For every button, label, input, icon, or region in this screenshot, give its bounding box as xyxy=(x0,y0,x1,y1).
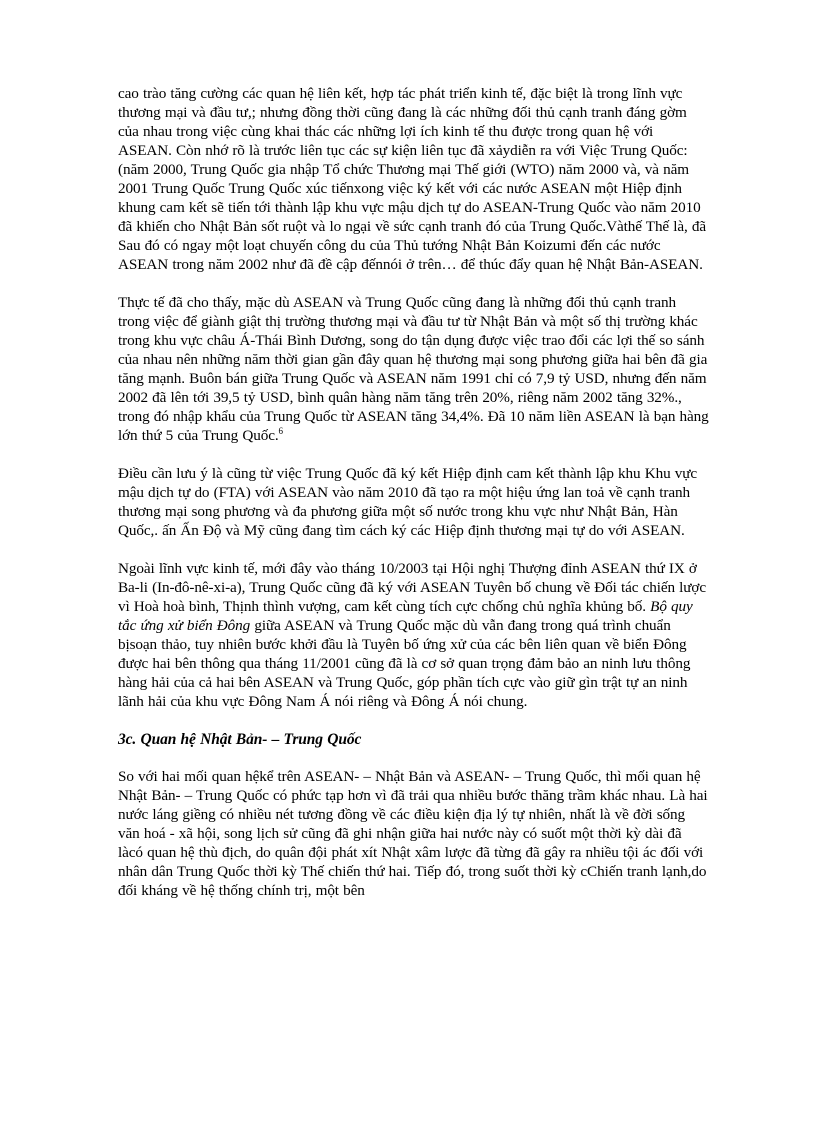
paragraph-4-text: Ngoài lĩnh vực kinh tế, mới đây vào tháng 10/2003 tại Hội nghị Thượng đỉnh ASEAN thứ IX ở Ba-li (In-đô-nê-xi-a), Trung Quốc cũng đã ký với ASEAN Tuyên bố chung về Đối tác chiến lược vì Hoà hoà bình, Thịnh thình vượng, cam kết cùng tích cực chống chủ nghĩa khủng bố. xyxy=(118,560,706,615)
paragraph-3-text: Điều cần lưu ý là cũng từ việc Trung Quốc đã ký kết Hiệp định cam kết thành lập khu Khu vực mậu dịch tự do (FTA) với ASEAN vào năm 2010 đã tạo ra một hiệu ứng lan toả về cạnh tranh thương mại song phương và đa phương giữa một số nước trong khu vực như Nhật Bản, Hàn Quốc,. ấn Ấn Độ và Mỹ cũng đang tìm cách ký các Hiệp định thương mại tự do với ASEAN. xyxy=(118,465,698,539)
paragraph-1 xyxy=(118,84,710,274)
paragraph-2 xyxy=(118,293,710,445)
paragraph-1-text: cao trào tăng cường các quan hệ liên kết, hợp tác phát triển kinh tế, đặc biệt là trong lĩnh vực thương mại và đầu tư,; nhưng đồng thời cũng đang là các những đối thủ cạnh tranh đáng gờm của nhau trong việc cùng khai thác các những lợi ích kinh tế thu được trong quan hệ với ASEAN. Còn nhớ rõ là trước liên tục các sự kiện liên tục đã xảydiễn ra với Việc Trung Quốc: (năm 2000, Trung Quốc gia nhập Tổ chức Thương mại Thế giới (WTO) năm 2000 và, và năm 2001 Trung Quốc Trung Quốc xúc tiếnxong việc ký kết với các nước ASEAN một Hiệp định khung cam kết sẽ tiến tới thành lập khu vực mậu dịch tự do ASEAN-Trung Quốc vào năm 2010 đã khiến cho Nhật Bản sốt ruột và lo ngại về sức cạnh tranh đó của Trung Quốc.Vàthế Thế là, đã Sau đó có ngay một loạt chuyến công du của Thủ tướng Nhật Bản Koizumi đến các nước ASEAN trong năm 2002 như đã đề cập đếnnói ở trên… để thúc đẩy quan hệ Nhật Bản-ASEAN. xyxy=(118,85,707,273)
paragraph-5 xyxy=(118,767,710,900)
section-heading: 3c. Quan hệ Nhật Bản- – Trung Quốc xyxy=(118,731,362,748)
paragraph-4-continuation: giữa ASEAN và Trung Quốc mặc dù vẫn đang trong quá trình chuẩn bịsoạn thảo, tuy nhiên bước khởi đầu là Tuyên bố ứng xử của các bên liên quan về biển Đông được hai bên thông qua tháng 11/2001 cũng đã là cơ sở quan trọng đảm bảo an ninh lưu thông hàng hải của cả hai bên ASEAN và Trung Quốc, góp phần tích cực vào giữ gìn trật tự an ninh lãnh hải của khu vực Đông Nam Á nói riêng và Đông Á nói chung. xyxy=(118,617,691,710)
paragraph-4 xyxy=(118,559,710,711)
paragraph-2-text: Thực tế đã cho thấy, mặc dù ASEAN và Trung Quốc cũng đang là những đối thủ cạnh tranh trong việc để giành giật thị trường thương mại và đầu tư từ Nhật Bản và một số thị trường khác trong khu vực châu Á-Thái Bình Dương, song do tận dụng được việc trao đổi các lợi thế so sánh của nhau nên những năm thời gian gần đây quan hệ thương mại song phương giữa hai bên đã gia tăng mạnh. Buôn bán giữa Trung Quốc và ASEAN năm 1991 chỉ có 7,9 tỷ USD, nhưng đến năm 2002 đã lên tới 39,5 tỷ USD, bình quân hàng năm tăng trên 20%, riêng năm 2002 tăng 32%., trong đó nhập khẩu của Trung Quốc từ ASEAN tăng 34,4%. Đã 10 năm liền ASEAN là bạn hàng lớn thứ 5 của Trung Quốc. xyxy=(118,294,709,444)
paragraph-3 xyxy=(118,464,710,540)
footnote-reference[interactable]: 6 xyxy=(278,425,283,436)
document-body xyxy=(118,84,710,919)
italic-phrase: Bộ quy tắc ứng xử biển Đông xyxy=(118,598,693,634)
paragraph-5-text: So với hai mối quan hệkể trên ASEAN- – Nhật Bản và ASEAN- – Trung Quốc, thì mối quan hệ Nhật Bản- – Trung Quốc có phức tạp hơn vì đã trải qua nhiều bước thăng trầm khác nhau. Là hai nước láng giềng có nhiều nét tương đồng về các điều kiện địa lý tự nhiên, nhất là về đời sống văn hoá - xã hội, song lịch sử cũng đã ghi nhận giữa hai nước này có suốt một thời kỳ dài đã làcó quan hệ thù địch, do quân đội phát xít Nhật xâm lược đã từng đã gây ra nhiều tội ác đối với nhân dân Trung Quốc thời kỳ Thế chiến thứ hai. Tiếp đó, trong suốt thời kỳ cChiến tranh lạnh,do đối kháng về hệ thống chính trị, một bên xyxy=(118,768,708,899)
